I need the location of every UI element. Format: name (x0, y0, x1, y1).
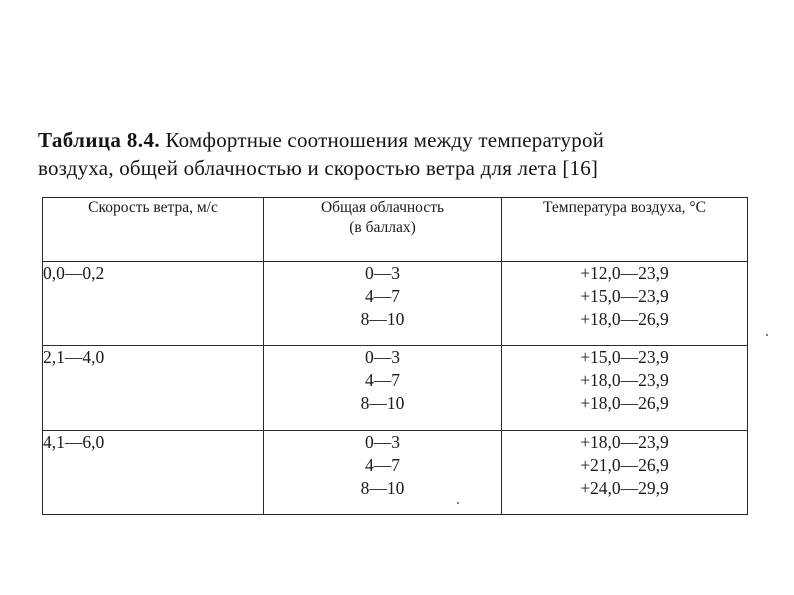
temperature-value: +15,0—23,9 (580, 286, 669, 307)
temperature-value: +24,0—29,9 (580, 477, 669, 498)
temperature-value: +18,0—26,9 (580, 309, 669, 330)
table-row (43, 430, 748, 514)
temperature-value: +18,0—23,9 (580, 370, 669, 391)
temperature-value: +18,0—26,9 (580, 393, 669, 414)
temperature-cell (502, 346, 748, 430)
comfort-table-container (42, 197, 747, 515)
cloudiness-cell (264, 430, 502, 514)
table-row (43, 346, 748, 430)
header-cloudiness (264, 198, 502, 262)
wind-speed-cell: 2,1—4,0 (43, 346, 264, 430)
cloudiness-value: 8—10 (360, 309, 405, 330)
cloudiness-value: 0—3 (365, 263, 400, 284)
cloudiness-cell (264, 346, 502, 430)
cloudiness-value: 4—7 (365, 370, 400, 391)
header-cloudiness-line1: Общая облачность (320, 199, 445, 216)
caption-line-2: воздуха, общей облачностью и скоростью ветра для лета [16] (38, 156, 599, 180)
cloudiness-cell (264, 262, 502, 346)
header-cloudiness-line2: (в баллах) (349, 219, 416, 236)
wind-speed-cell: 0,0—0,2 (43, 262, 264, 346)
table-header-row (43, 198, 748, 262)
header-air-temperature: Температура воздуха, °С (502, 198, 748, 262)
temperature-cell (502, 262, 748, 346)
scan-speck (766, 334, 768, 336)
cloudiness-value: 8—10 (360, 477, 405, 498)
table-row (43, 262, 748, 346)
temperature-value: +18,0—23,9 (580, 431, 669, 452)
caption-line-1 (38, 126, 758, 154)
cloudiness-value: 0—3 (365, 347, 400, 368)
caption-title-part1: Комфортные соотношения между температурой (165, 128, 605, 152)
comfort-table (42, 197, 748, 515)
temperature-cell (502, 430, 748, 514)
cloudiness-value: 4—7 (365, 454, 400, 475)
scan-speck (457, 502, 459, 504)
cloudiness-value: 4—7 (365, 286, 400, 307)
table-caption (38, 126, 758, 182)
cloudiness-value: 0—3 (365, 431, 400, 452)
temperature-value: +12,0—23,9 (580, 263, 669, 284)
cloudiness-value: 8—10 (360, 393, 405, 414)
temperature-value: +21,0—26,9 (580, 454, 669, 475)
header-wind-speed: Скорость ветра, м/с (43, 198, 264, 262)
temperature-value: +15,0—23,9 (580, 347, 669, 368)
caption-label: Таблица 8.4. (38, 128, 160, 152)
wind-speed-cell: 4,1—6,0 (43, 430, 264, 514)
